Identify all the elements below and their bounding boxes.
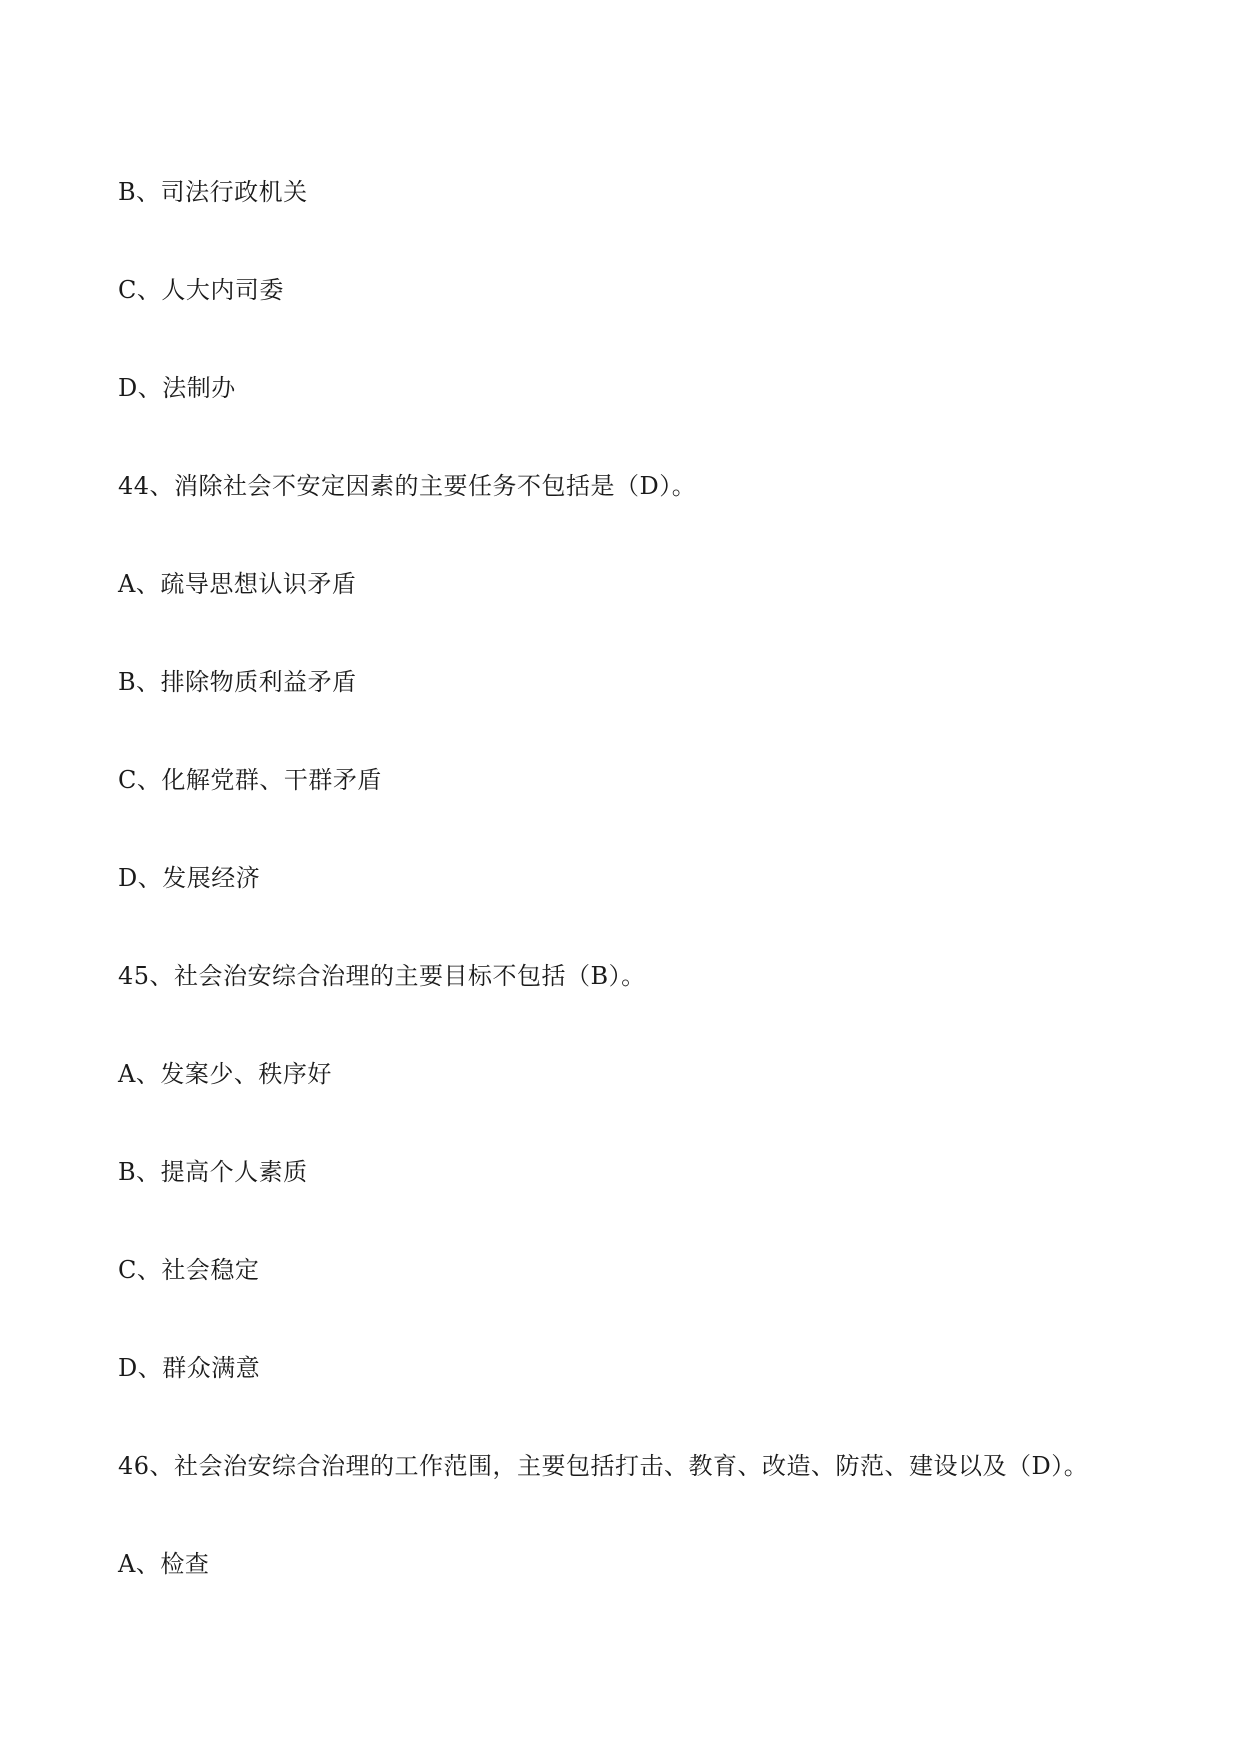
option-a-q46: A、检查	[118, 1550, 210, 1578]
question-44: 44、消除社会不安定因素的主要任务不包括是（D）。	[118, 472, 697, 500]
option-d-q44: D、发展经济	[118, 864, 261, 892]
option-a-q44: A、疏导思想认识矛盾	[118, 570, 357, 598]
option-b-q45: B、提高个人素质	[118, 1158, 308, 1186]
option-d-q45: D、群众满意	[118, 1354, 261, 1382]
option-c-q45: C、社会稳定	[118, 1256, 260, 1284]
option-c-q43: C、人大内司委	[118, 276, 284, 304]
option-b-q43: B、司法行政机关	[118, 178, 308, 206]
option-c-q44: C、化解党群、干群矛盾	[118, 766, 382, 794]
option-a-q45: A、发案少、秩序好	[118, 1060, 332, 1088]
option-d-q43: D、法制办	[118, 374, 236, 402]
question-45: 45、社会治安综合治理的主要目标不包括（B）。	[118, 962, 646, 990]
question-46: 46、社会治安综合治理的工作范围，主要包括打击、教育、改造、防范、建设以及（D）。	[118, 1452, 1089, 1480]
option-b-q44: B、排除物质利益矛盾	[118, 668, 357, 696]
